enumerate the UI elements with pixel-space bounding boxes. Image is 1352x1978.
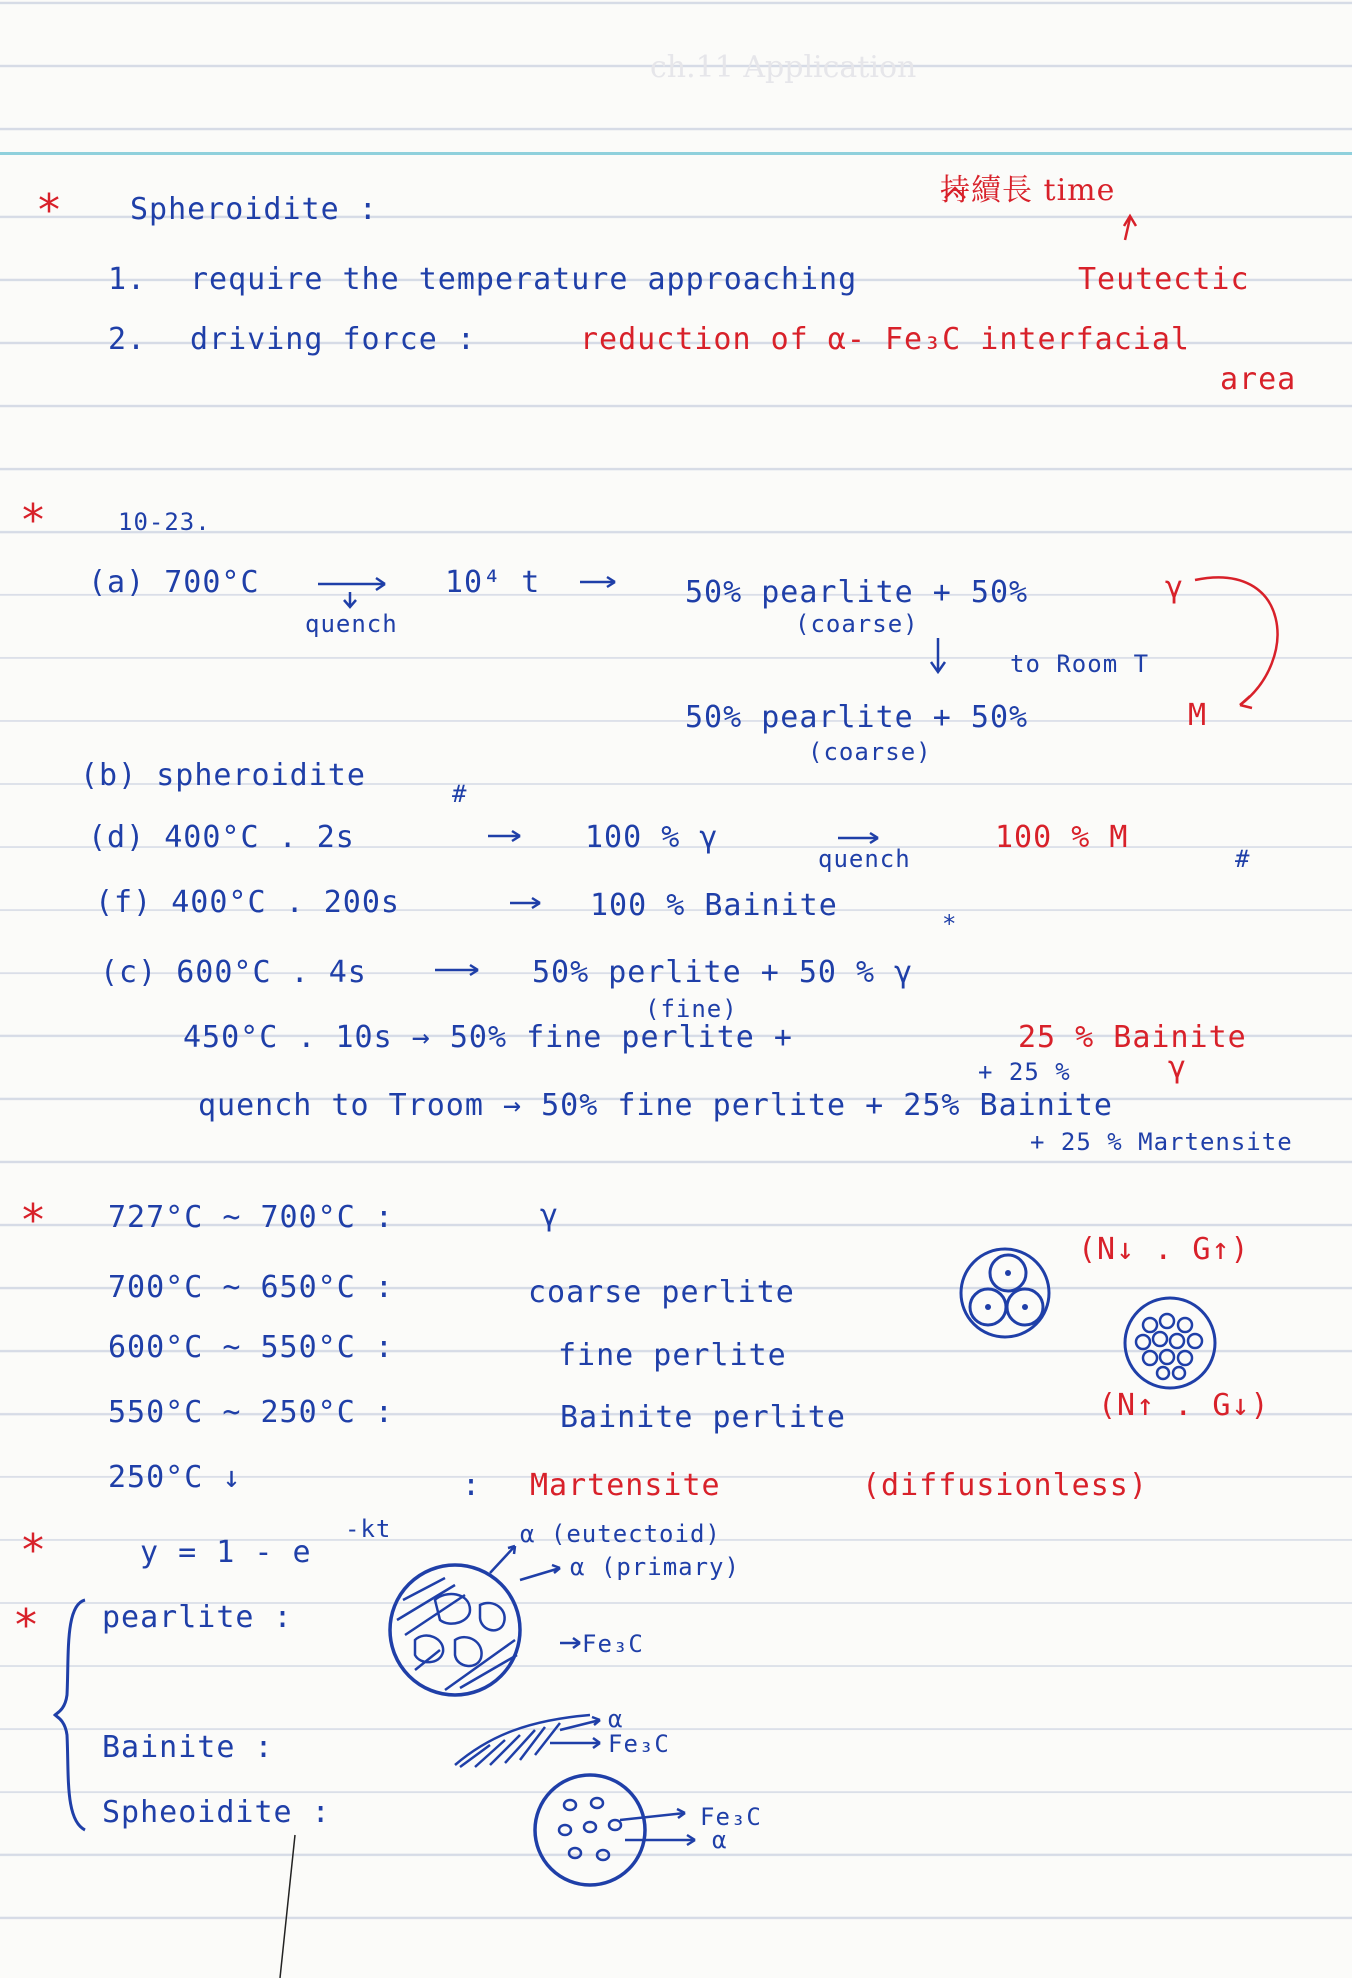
diffusionless-note: (diffusionless): [862, 1468, 1148, 1503]
item2-highlight: reduction of α- Fe₃C interfacial: [580, 322, 1190, 357]
case-d-label: (d) 400°C . 2s: [88, 820, 355, 855]
case-a-label: (a) 700°C: [88, 565, 260, 600]
gamma-symbol: γ: [1165, 570, 1185, 605]
item2-text: driving force :: [190, 322, 476, 357]
problem-ref: 10-23.: [118, 508, 211, 536]
case-a-result2: 50% pearlite + 50%: [685, 700, 1029, 735]
case-c-line3: quench to Troom → 50% fine perlite + 25% Bainite: [198, 1088, 1113, 1123]
case-c-line4: + 25 % Martensite: [1030, 1128, 1293, 1156]
star-bullet: *: [22, 1195, 44, 1246]
phase-4: Bainite perlite: [560, 1400, 846, 1435]
phase-1: γ: [540, 1198, 560, 1233]
martensite-symbol: M: [1188, 698, 1208, 733]
avrami-exponent: -kt: [345, 1515, 392, 1543]
pearlite-label: pearlite :: [102, 1600, 293, 1635]
alpha-bainite-label: α: [608, 1705, 624, 1733]
coarse-note: (coarse): [795, 610, 919, 638]
phase-3: fine perlite: [558, 1338, 787, 1373]
temp-range-3: 600°C ~ 550°C :: [108, 1330, 394, 1365]
cjk-time-note: 持續長 time: [940, 173, 1116, 208]
case-f-result: 100 % Bainite: [590, 888, 838, 923]
quench-note-d: quench: [818, 845, 911, 873]
star-bullet: *: [22, 495, 44, 546]
alpha-spheroidite-label: α: [712, 1826, 728, 1854]
item-number: 1.: [108, 262, 147, 297]
case-c-line2-bainite: 25 % Bainite: [1018, 1020, 1247, 1055]
bainite-label: Bainite :: [102, 1730, 274, 1765]
temp-range-4: 550°C ~ 250°C :: [108, 1395, 394, 1430]
temp-range-5: 250°C ↓: [108, 1460, 242, 1495]
case-a-result: 50% pearlite + 50%: [685, 575, 1029, 610]
spheroidite-title: Spheroidite :: [130, 192, 378, 227]
item1-highlight: Teutectic: [1078, 262, 1250, 297]
item2-highlight-area: area: [1220, 362, 1297, 397]
star-bullet: *: [15, 1600, 37, 1651]
case-c-result: 50% perlite + 50 % γ: [532, 955, 914, 990]
case-f-label: (f) 400°C . 200s: [95, 885, 400, 920]
avrami-equation: y = 1 - e: [140, 1535, 312, 1570]
answer-mark: #: [452, 780, 468, 808]
case-d-result: 100 % γ: [585, 820, 719, 855]
fe3c-label-1: Fe₃C: [582, 1630, 644, 1658]
quench-note: quench: [305, 610, 398, 638]
phase-2: coarse perlite: [528, 1275, 795, 1310]
case-c-line2-gamma: γ: [1168, 1050, 1188, 1085]
ghost-header: ch.11 Application: [650, 50, 917, 85]
fe3c-label-2: Fe₃C: [608, 1730, 670, 1758]
answer-mark: *: [942, 910, 958, 938]
colon: :: [462, 1468, 482, 1503]
case-b-label: (b) spheroidite: [80, 758, 366, 793]
nucleation-growth-bottom: (N↑ . G↓): [1098, 1388, 1270, 1423]
fe3c-label-3: Fe₃C: [700, 1803, 762, 1831]
answer-mark: #: [1235, 845, 1251, 873]
case-d-final: 100 % M: [995, 820, 1129, 855]
alpha-eutectoid-label: α (eutectoid): [520, 1520, 721, 1548]
case-c-label: (c) 600°C . 4s: [100, 955, 367, 990]
case-c-line2-plus: + 25 %: [978, 1058, 1071, 1086]
star-bullet: *: [38, 185, 60, 236]
item-number: 2.: [108, 322, 147, 357]
item1-text: require the temperature approaching: [190, 262, 858, 297]
coarse-note-2: (coarse): [808, 738, 932, 766]
spheroidite-label: Spheoidite :: [102, 1795, 331, 1830]
case-c-line2: 450°C . 10s → 50% fine perlite +: [183, 1020, 793, 1055]
temp-range-1: 727°C ~ 700°C :: [108, 1200, 394, 1235]
fine-note: (fine): [645, 995, 738, 1023]
nucleation-growth-top: (N↓ . G↑): [1078, 1232, 1250, 1267]
to-room-note: to Room T: [1010, 650, 1150, 678]
case-a-time: 10⁴ t: [445, 565, 541, 600]
phase-5: Martensite: [530, 1468, 721, 1503]
temp-range-2: 700°C ~ 650°C :: [108, 1270, 394, 1305]
star-bullet: *: [22, 1525, 44, 1576]
alpha-primary-label: α (primary): [570, 1553, 740, 1581]
